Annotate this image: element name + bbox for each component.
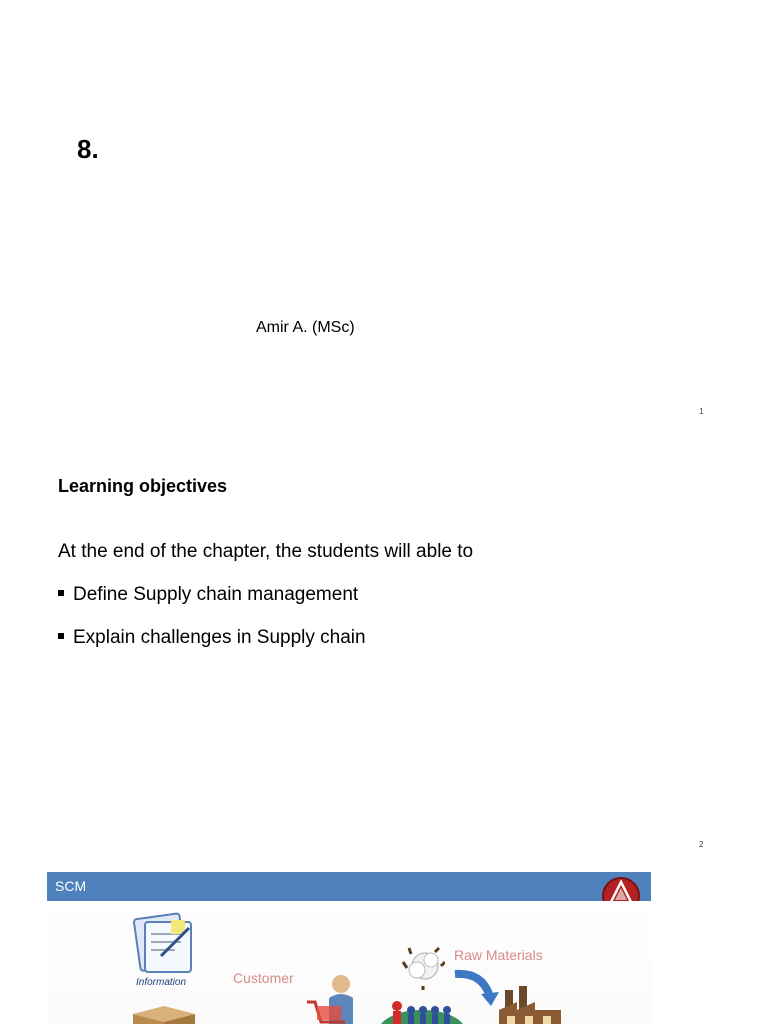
factory-icon [497, 986, 563, 1024]
shopping-cart-icon [305, 972, 357, 1024]
information-label: Information [136, 977, 187, 988]
objective-text: Define Supply chain management [73, 584, 359, 605]
slide-header-title: SCM [55, 878, 87, 894]
scm-slide [47, 872, 651, 1024]
customer-label: Customer [233, 970, 294, 986]
square-bullet-icon [58, 590, 64, 596]
cotton-icon [401, 946, 445, 990]
people-group-icon [377, 992, 467, 1024]
square-bullet-icon [58, 633, 64, 639]
slide-title: 8. [77, 134, 99, 164]
list-item [58, 625, 366, 651]
box-icon [131, 1006, 197, 1024]
author-name: Amir A. (MSc) [256, 319, 355, 336]
objective-text: Explain challenges in Supply chain [73, 627, 366, 648]
list-item [58, 582, 366, 608]
learning-objectives-intro: At the end of the chapter, the students will able to [58, 541, 474, 562]
document-icon [131, 912, 201, 976]
page-number: 2 [699, 840, 704, 849]
learning-objectives-heading: Learning objectives [58, 476, 228, 496]
slide-header-bar [47, 872, 651, 901]
objectives-list [58, 582, 366, 668]
page-number: 1 [699, 407, 704, 416]
raw-materials-label: Raw Materials [454, 947, 543, 963]
